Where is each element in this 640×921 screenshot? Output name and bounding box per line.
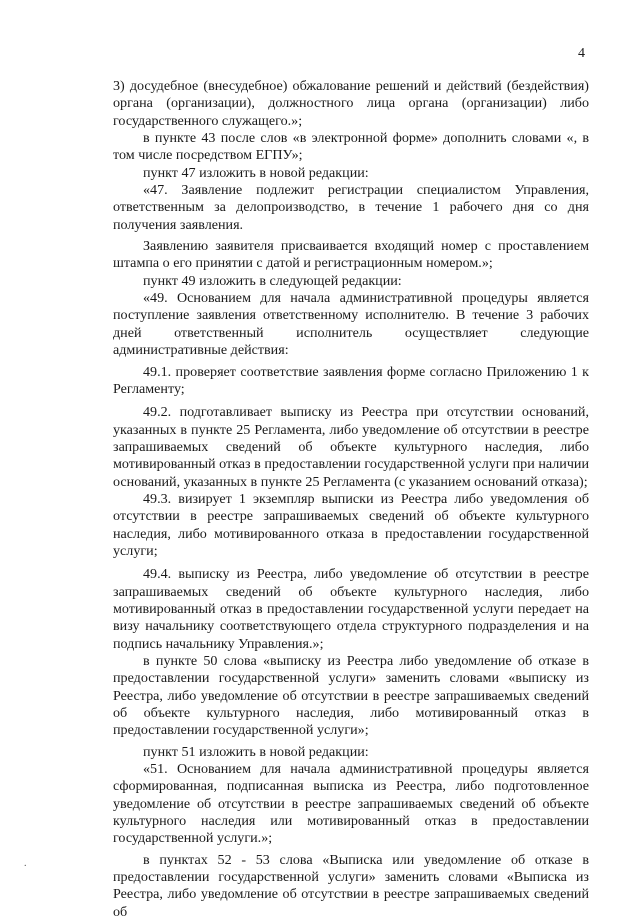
paragraph-clause-51-intro: пункт 51 изложить в новой редакции: — [143, 743, 369, 760]
paragraph-amend-52-53: в пунктах 52 - 53 слова «Выписка или уведомление об отказе в предоставлении государственной услуги» заменить словами «Выписка из Реестра, либо уведомление об отсутствии в реестре запрашиваемых сведений об — [113, 851, 589, 920]
paragraph-clause-47-intro: пункт 47 изложить в новой редакции: — [143, 164, 369, 181]
paragraph-clause-49-4: 49.4. выписку из Реестра, либо уведомление об отсутствии в реестре запрашиваемых сведений об объекте культурного наследия, либо мотивированный отказ в предоставлении государственной услуги передает на визу начальнику соответствующего отдела структурного подразделения и на подпись начальнику Управления.»; — [113, 566, 589, 652]
paragraph-clause-47-cont: Заявлению заявителя присваивается входящий номер с проставлением штампа о его принятии с датой и регистрационным номером.»; — [113, 238, 589, 272]
paragraph-clause-47: «47. Заявление подлежит регистрации специалистом Управления, ответственным за делопроизводство, в течение 1 рабочего дня со дня получения заявления. — [113, 182, 589, 233]
paragraph-amend-50: в пункте 50 слова «выписку из Реестра либо уведомление об отказе в предоставлении государственной услуги» заменить словами «выписку из Реестра, либо уведомление об отсутствии в реестре запрашиваемых сведений об объекте культурного наследия, либо мотивированный отказ в предоставлении государственной услуги»; — [113, 653, 589, 739]
paragraph-clause-49-3: 49.3. визирует 1 экземпляр выписки из Реестра либо уведомления об отсутствии в реестре запрашиваемых сведений об объекте культурного наследия, либо мотивированного отказа в предоставлении государственной услуги; — [113, 490, 589, 559]
paragraph-clause-51: «51. Основанием для начала административной процедуры является сформированная, подписанная выписка из Реестра, либо подготовленное уведомление об отсутствии в реестре запрашиваемых сведений об объекте культурного наследия или мотивированный отказ в предоставлении государственной услуги.»; — [113, 761, 589, 847]
document-body — [113, 78, 589, 921]
corner-mark: . — [24, 858, 27, 869]
page-number: 4 — [578, 46, 585, 61]
paragraph-clause-49-2: 49.2. подготавливает выписку из Реестра при отсутствии оснований, указанных в пункте 25 Регламента, либо уведомление об отсутствии в реестре запрашиваемых сведений об объекте культурного наследия, либо мотивированный отказ в предоставлении государственной услуги при наличии оснований, указанных в пункте 25 Регламента (с указанием оснований отказа); — [113, 404, 589, 490]
paragraph-clause-49-intro: пункт 49 изложить в следующей редакции: — [143, 272, 402, 289]
paragraph-amend-43: в пункте 43 после слов «в электронной форме» дополнить словами «, в том числе посредством ЕГПУ»; — [113, 130, 589, 164]
paragraph-item-3: 3) досудебное (внесудебное) обжалование решений и действий (бездействия) органа (организации), должностного лица органа (организации) либо государственного служащего.»; — [113, 78, 589, 129]
paragraph-clause-49: «49. Основанием для начала административной процедуры является поступление заявления ответственному исполнителю. В течение 3 рабочих дней ответственный исполнитель осуществляет следующие административные действия: — [113, 290, 589, 359]
paragraph-clause-49-1: 49.1. проверяет соответствие заявления форме согласно Приложению 1 к Регламенту; — [113, 363, 589, 397]
